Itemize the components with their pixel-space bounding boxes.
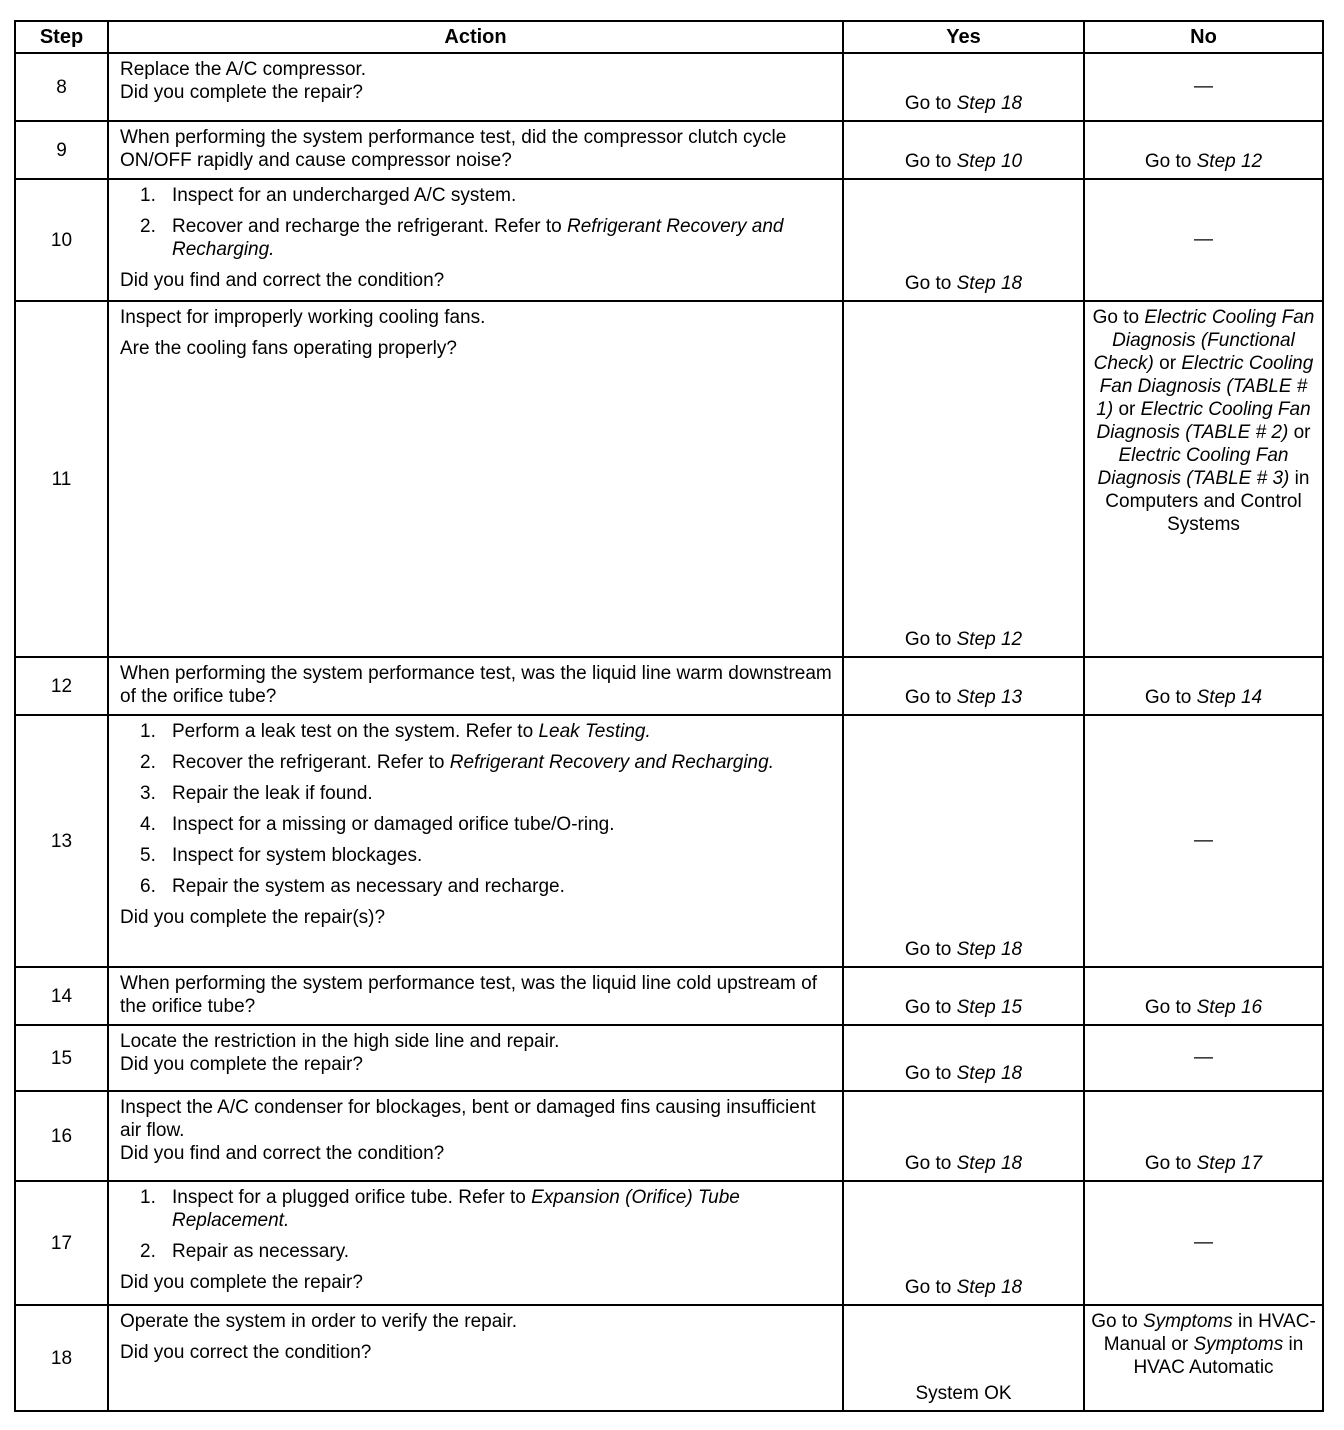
action-cell: [108, 121, 843, 179]
no-result-prefix: Go to: [1144, 151, 1197, 172]
table-row: [15, 715, 1323, 967]
no-result-reference: Electric Cooling Fan Diagnosis (TABLE # 1): [1096, 353, 1314, 420]
no-result: [1091, 306, 1316, 536]
action-step-reference: Expansion (Orifice) Tube Replacement.: [172, 1187, 740, 1231]
no-result-ref: Step 16: [1196, 997, 1263, 1018]
action-step-text-plain: Repair the system as necessary and recharge.: [172, 876, 565, 897]
no-result-text: or: [1288, 422, 1311, 443]
action-step-text: [172, 720, 651, 743]
action-step: [120, 720, 834, 743]
action-body: [120, 1096, 834, 1142]
action-content: [120, 720, 834, 929]
yes-cell: [843, 1025, 1084, 1091]
no-cell: [1084, 1181, 1323, 1305]
action-step-text-plain: Repair the leak if found.: [172, 783, 373, 804]
no-result-dash: —: [1194, 1232, 1213, 1253]
action-cell: [108, 715, 843, 967]
table-row: [15, 1181, 1323, 1305]
step-number-cell: [15, 121, 108, 179]
action-question: Did you complete the repair?: [120, 82, 363, 103]
yes-result: [850, 1062, 1077, 1085]
action-step-text: [172, 875, 565, 898]
action-body: [120, 58, 834, 81]
yes-result-ref: Step 10: [956, 151, 1023, 172]
yes-cell: [843, 1305, 1084, 1411]
step-number-cell: [15, 1025, 108, 1091]
step-number: 16: [50, 1125, 73, 1147]
action-cell: [108, 179, 843, 301]
yes-result: [850, 1382, 1077, 1405]
yes-result: [850, 92, 1077, 115]
step-number-cell: [15, 1091, 108, 1181]
no-result-text: in HVAC-Manual or: [1103, 1311, 1316, 1355]
no-result-dash: —: [1194, 830, 1213, 851]
action-body: [120, 1310, 834, 1364]
action-step-text: [172, 215, 834, 261]
action-line: Are the cooling fans operating properly?: [120, 338, 457, 359]
action-step-text-plain: Perform a leak test on the system. Refer to: [172, 721, 539, 742]
yes-result-prefix: Go to: [904, 273, 957, 294]
no-result-reference: Symptoms: [1193, 1334, 1284, 1355]
yes-result-ref: Step 12: [956, 629, 1023, 650]
step-number: 15: [50, 1047, 73, 1069]
action-question: Did you find and correct the condition?: [120, 1143, 445, 1164]
no-cell: [1084, 53, 1323, 121]
action-step: [120, 1240, 834, 1263]
action-content: [120, 1186, 834, 1294]
no-result-ref: Step 17: [1196, 1153, 1263, 1174]
no-result: [1091, 686, 1316, 709]
action-body: [120, 720, 834, 906]
yes-cell: [843, 179, 1084, 301]
step-number-cell: [15, 301, 108, 657]
yes-result-prefix: Go to: [904, 629, 957, 650]
no-result: [1091, 996, 1316, 1019]
step-number: 10: [50, 229, 73, 251]
action-line: Locate the restriction in the high side line and repair.: [120, 1031, 560, 1052]
yes-result-ref: Step 18: [956, 93, 1023, 114]
yes-result-ref: Step 18: [956, 1153, 1023, 1174]
no-result-prefix: Go to: [1144, 687, 1197, 708]
no-result-ref: Step 12: [1196, 151, 1263, 172]
yes-result-prefix: Go to: [904, 997, 957, 1018]
step-number-cell: [15, 1305, 108, 1411]
step-number-cell: [15, 657, 108, 715]
action-step-number: 2.: [140, 752, 156, 773]
action-step-reference: Refrigerant Recovery and Recharging.: [172, 216, 784, 260]
action-question: When performing the system performance test, was the liquid line warm downstream of the orifice tube?: [120, 663, 832, 707]
action-body: [120, 1030, 834, 1053]
header-no: No: [1084, 21, 1323, 53]
no-result-dash: —: [1194, 1047, 1213, 1068]
action-step: [120, 215, 834, 261]
yes-result: [850, 272, 1077, 295]
yes-cell: [843, 121, 1084, 179]
action-line: Inspect the A/C condenser for blockages, bent or damaged fins causing insufficient air flow.: [120, 1097, 816, 1141]
no-cell: [1084, 1091, 1323, 1181]
action-step-text: [172, 751, 774, 774]
no-cell: [1084, 715, 1323, 967]
yes-cell: [843, 967, 1084, 1025]
action-step-number: 3.: [140, 783, 156, 804]
action-cell: [108, 1025, 843, 1091]
action-step-number: 1.: [140, 1187, 156, 1208]
action-content: [120, 126, 834, 172]
yes-cell: [843, 53, 1084, 121]
no-result-dash: —: [1194, 229, 1213, 250]
yes-result: [850, 938, 1077, 961]
action-question: Did you complete the repair(s)?: [120, 907, 386, 928]
no-cell: [1084, 179, 1323, 301]
action-line: Operate the system in order to verify the repair.: [120, 1311, 518, 1332]
no-cell: [1084, 657, 1323, 715]
no-result-ref: Step 14: [1196, 687, 1263, 708]
no-result-reference: Electric Cooling Fan Diagnosis (TABLE # 3): [1097, 445, 1290, 489]
yes-result: [850, 996, 1077, 1019]
action-line: Replace the A/C compressor.: [120, 59, 367, 80]
action-step-reference: Leak Testing.: [538, 721, 651, 742]
no-result: [1091, 1152, 1316, 1175]
no-cell: [1084, 967, 1323, 1025]
action-step: [120, 1186, 834, 1232]
yes-result-prefix: System OK: [915, 1383, 1012, 1404]
action-line: Did you correct the condition?: [120, 1342, 372, 1363]
table-row: [15, 1091, 1323, 1181]
action-step: [120, 813, 834, 836]
table-row: [15, 1025, 1323, 1091]
yes-result-prefix: Go to: [904, 1063, 957, 1084]
table-header-row: [15, 21, 1323, 53]
step-number: 14: [50, 985, 73, 1007]
action-step: [120, 782, 834, 805]
action-step-text: [172, 782, 373, 805]
action-cell: [108, 301, 843, 657]
yes-cell: [843, 657, 1084, 715]
action-content: [120, 58, 834, 104]
yes-result-ref: Step 18: [956, 273, 1023, 294]
action-question: When performing the system performance test, was the liquid line cold upstream of the orifice tube?: [120, 973, 817, 1017]
table-row: [15, 179, 1323, 301]
action-content: [120, 972, 834, 1018]
header-action: Action: [108, 21, 843, 53]
action-step-text: [172, 1186, 834, 1232]
action-cell: [108, 1305, 843, 1411]
yes-result-ref: Step 18: [956, 939, 1023, 960]
yes-result: [850, 150, 1077, 173]
action-question: When performing the system performance test, did the compressor clutch cycle ON/OFF rapidly and cause compressor noise?: [120, 127, 787, 171]
action-step-number: 5.: [140, 845, 156, 866]
action-step-number: 1.: [140, 721, 156, 742]
yes-result: [850, 1276, 1077, 1299]
step-number: 8: [56, 76, 67, 98]
table-row: [15, 657, 1323, 715]
yes-result-prefix: Go to: [904, 1277, 957, 1298]
action-content: [120, 1310, 834, 1364]
no-result: [1091, 1310, 1316, 1379]
header-step: Step: [15, 21, 108, 53]
action-question: Did you find and correct the condition?: [120, 270, 445, 291]
action-cell: [108, 1181, 843, 1305]
action-cell: [108, 1091, 843, 1181]
action-step-text: [172, 813, 614, 836]
action-step-text-plain: Inspect for system blockages.: [172, 845, 423, 866]
no-result-prefix: Go to: [1144, 997, 1197, 1018]
action-content: [120, 662, 834, 708]
step-number: 13: [50, 830, 73, 852]
step-number-cell: [15, 53, 108, 121]
action-step: [120, 751, 834, 774]
yes-result: [850, 628, 1077, 651]
action-step-number: 2.: [140, 216, 156, 237]
no-result-dash: —: [1194, 76, 1213, 97]
no-result-text: or: [1153, 353, 1182, 374]
yes-cell: [843, 1181, 1084, 1305]
action-steps-list: [120, 184, 834, 261]
yes-result-prefix: Go to: [904, 939, 957, 960]
action-step-text-plain: Repair as necessary.: [172, 1241, 350, 1262]
table-row: [15, 121, 1323, 179]
no-result-text: Go to: [1092, 307, 1145, 328]
action-content: [120, 1096, 834, 1165]
yes-result-ref: Step 13: [956, 687, 1023, 708]
action-line: Inspect for improperly working cooling fans.: [120, 307, 486, 328]
action-cell: [108, 967, 843, 1025]
action-step-text: [172, 184, 516, 207]
yes-result: [850, 686, 1077, 709]
action-step-number: 6.: [140, 876, 156, 897]
yes-result-prefix: Go to: [904, 1153, 957, 1174]
no-result: [1091, 150, 1316, 173]
action-step-number: 1.: [140, 185, 156, 206]
yes-result-ref: Step 15: [956, 997, 1023, 1018]
action-question: Did you complete the repair?: [120, 1272, 363, 1293]
action-step: [120, 875, 834, 898]
no-result-reference: Symptoms: [1142, 1311, 1233, 1332]
action-body: [120, 1186, 834, 1271]
action-step-text-plain: Recover the refrigerant. Refer to: [172, 752, 450, 773]
step-number-cell: [15, 1181, 108, 1305]
no-result-reference: Electric Cooling Fan Diagnosis (TABLE # 2): [1096, 399, 1311, 443]
table-row: [15, 1305, 1323, 1411]
no-cell: [1084, 1025, 1323, 1091]
action-step-text-plain: Inspect for an undercharged A/C system.: [172, 185, 517, 206]
table-row: [15, 53, 1323, 121]
step-number: 18: [50, 1347, 73, 1369]
action-step: [120, 844, 834, 867]
step-number: 11: [51, 468, 72, 490]
no-cell: [1084, 1305, 1323, 1411]
step-number: 9: [56, 139, 67, 161]
no-result-text: in HVAC Automatic: [1133, 1334, 1304, 1378]
action-steps-list: [120, 1186, 834, 1263]
action-step-number: 2.: [140, 1241, 156, 1262]
no-result-text: or: [1113, 399, 1141, 420]
no-result-text: Go to: [1091, 1311, 1143, 1332]
step-number-cell: [15, 179, 108, 301]
action-step-text: [172, 844, 422, 867]
diagnostic-table-sheet: [14, 20, 1322, 1412]
action-step-number: 4.: [140, 814, 156, 835]
yes-result: [850, 1152, 1077, 1175]
step-number-cell: [15, 967, 108, 1025]
yes-cell: [843, 1091, 1084, 1181]
action-content: [120, 184, 834, 292]
header-yes: Yes: [843, 21, 1084, 53]
no-result-prefix: Go to: [1144, 1153, 1197, 1174]
action-step-text-plain: Inspect for a missing or damaged orifice tube/O-ring.: [172, 814, 615, 835]
yes-result-prefix: Go to: [904, 151, 957, 172]
step-number-cell: [15, 715, 108, 967]
step-number: 17: [50, 1232, 73, 1254]
no-cell: [1084, 301, 1323, 657]
table-row: [15, 301, 1323, 657]
no-cell: [1084, 121, 1323, 179]
yes-result-ref: Step 18: [956, 1277, 1023, 1298]
action-cell: [108, 53, 843, 121]
action-body: [120, 184, 834, 269]
action-steps-list: [120, 720, 834, 898]
no-result-reference: Electric Cooling Fan Diagnosis (Functional Check): [1093, 307, 1315, 374]
action-question: Did you complete the repair?: [120, 1054, 363, 1075]
yes-result-prefix: Go to: [904, 687, 957, 708]
action-step-text-plain: Recover and recharge the refrigerant. Refer to: [172, 216, 567, 237]
no-result-text: in Computers and Control Systems: [1105, 468, 1310, 535]
action-step-text: [172, 1240, 349, 1263]
yes-cell: [843, 301, 1084, 657]
action-body: [120, 306, 834, 360]
action-content: [120, 306, 834, 360]
step-number: 12: [50, 675, 73, 697]
table-row: [15, 967, 1323, 1025]
action-step-reference: Refrigerant Recovery and Recharging.: [449, 752, 774, 773]
yes-cell: [843, 715, 1084, 967]
action-step: [120, 184, 834, 207]
yes-result-prefix: Go to: [904, 93, 957, 114]
diagnostic-table: [14, 20, 1324, 1412]
action-step-text-plain: Inspect for a plugged orifice tube. Refer to: [172, 1187, 532, 1208]
action-cell: [108, 657, 843, 715]
action-content: [120, 1030, 834, 1076]
yes-result-ref: Step 18: [956, 1063, 1023, 1084]
